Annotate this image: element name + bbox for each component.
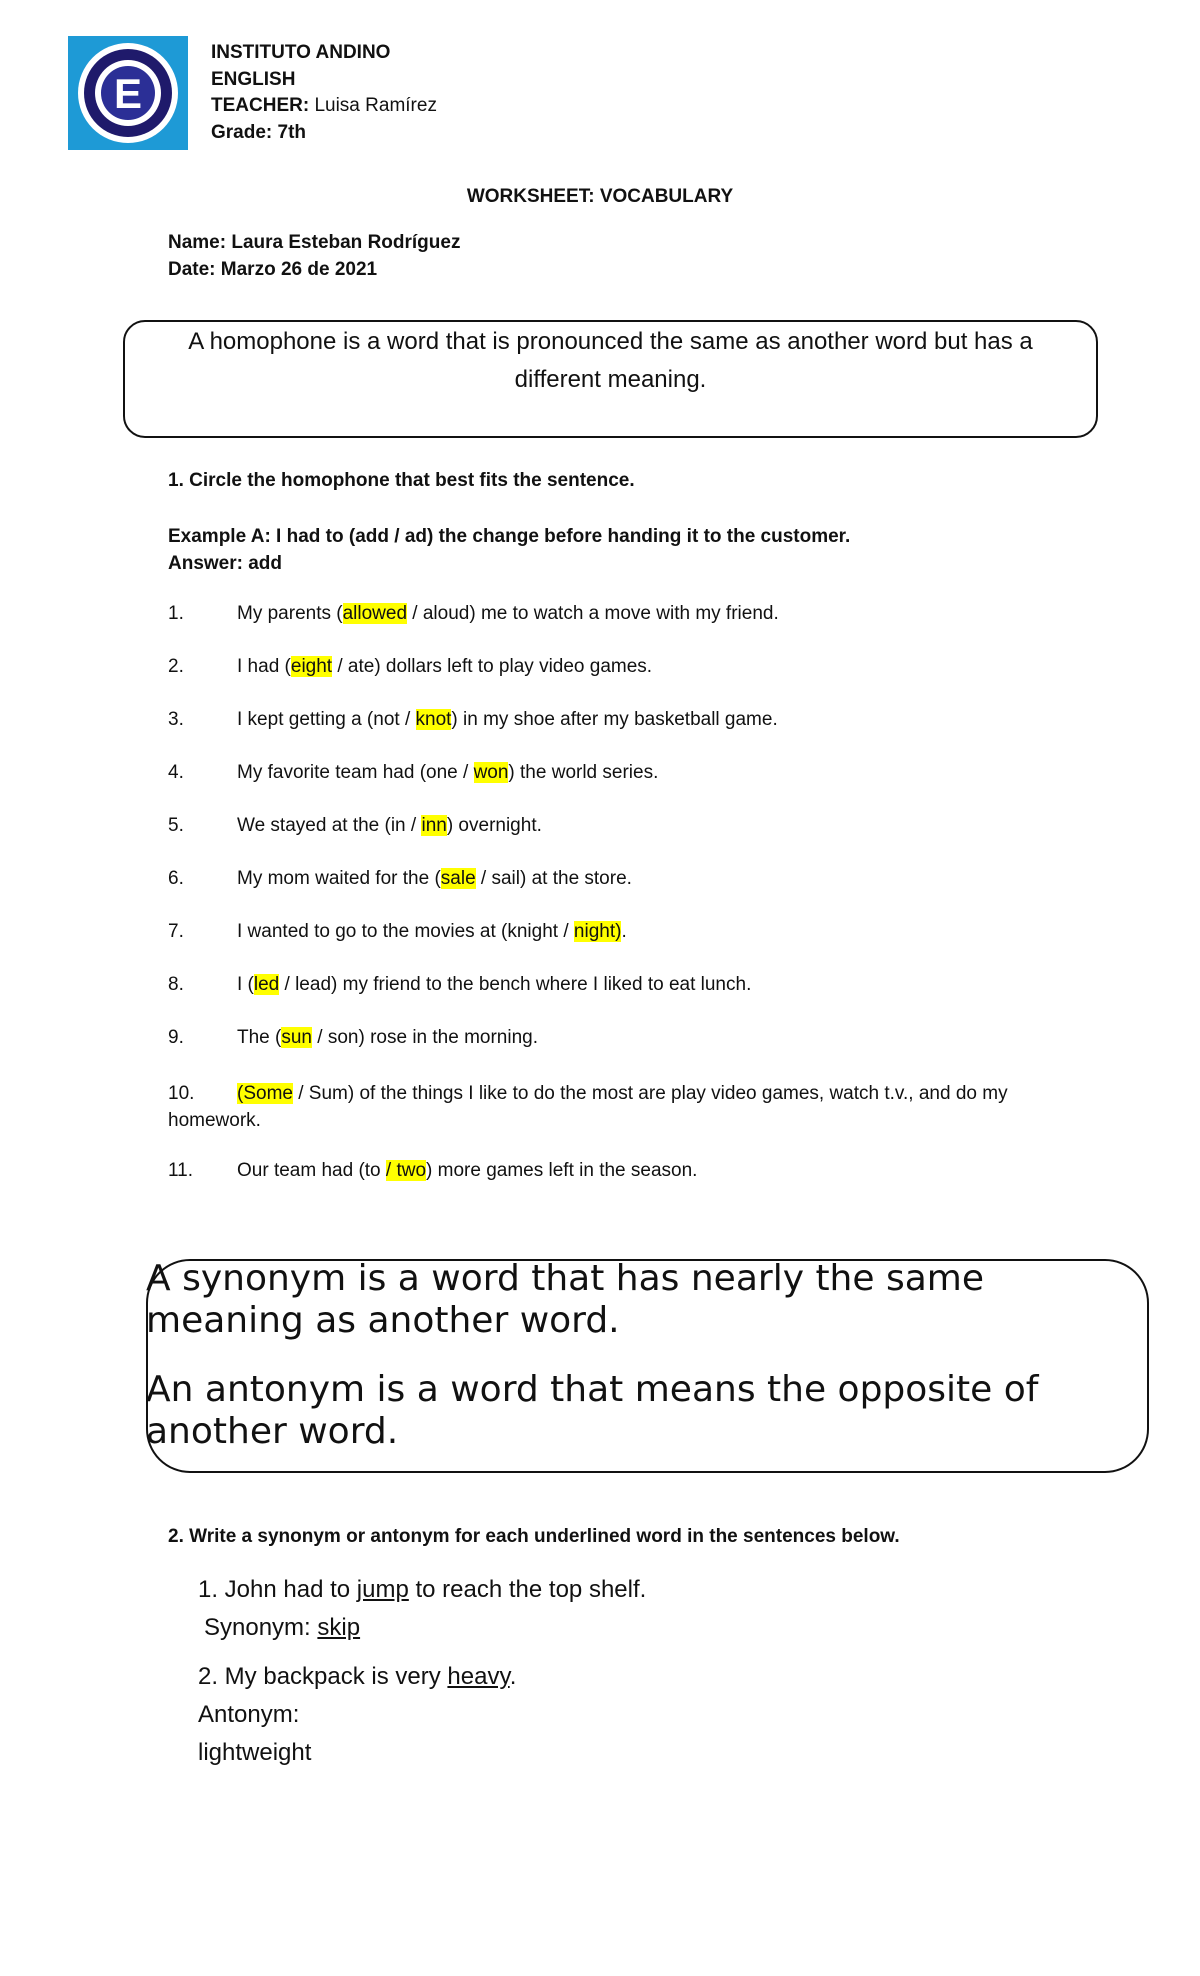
institute-logo	[68, 36, 188, 150]
list-item: 3. I kept getting a (not / knot) in my shoe after my basketball game.	[168, 709, 778, 730]
section2-instruction: 2. Write a synonym or antonym for each underlined word in the sentences below.	[168, 1526, 900, 1547]
example-answer: Answer: add	[168, 553, 283, 574]
question-2	[198, 1658, 516, 1772]
student-date: Date: Marzo 26 de 2021	[168, 259, 378, 280]
highlighted-answer: sun	[281, 1027, 312, 1048]
highlighted-answer: inn	[421, 815, 447, 836]
student-name: Name: Laura Esteban Rodríguez	[168, 232, 461, 253]
highlighted-answer: eight	[290, 656, 333, 677]
teacher-line	[211, 93, 437, 120]
worksheet-title: WORKSHEET: VOCABULARY	[466, 186, 734, 207]
section1-instruction: 1. Circle the homophone that best fits the sentence.	[168, 470, 635, 491]
list-item: 4. My favorite team had (one / won) the world series.	[168, 762, 659, 783]
logo-letter: E	[113, 70, 143, 117]
list-item: 1. My parents (allowed / aloud) me to watch a move with my friend.	[168, 603, 779, 624]
list-item: 5. We stayed at the (in / inn) overnight.	[168, 815, 542, 836]
school-header	[211, 40, 437, 146]
question-2-label: Antonym:	[198, 1701, 300, 1728]
antonym-definition: An antonym is a word that means the opposite of another word.	[146, 1369, 1039, 1452]
highlighted-answer: sale	[440, 868, 476, 889]
list-item: 2. I had (eight / ate) dollars left to play video games.	[168, 656, 653, 677]
subject-name: ENGLISH	[211, 68, 296, 90]
question-2-sentence: 2. My backpack is very heavy.	[198, 1663, 517, 1690]
synonym-antonym-definitions	[146, 1258, 1146, 1453]
grade-line: Grade: 7th	[211, 121, 307, 143]
highlighted-answer: (Some	[237, 1083, 293, 1104]
example-sentence: Example A: I had to (add / ad) the change before handing it to the customer.	[168, 526, 851, 547]
highlighted-answer: night)	[573, 921, 622, 942]
homophone-definition-box: A homophone is a word that is pronounced the same as another word but has a different meaning.	[123, 320, 1098, 438]
list-item: 6. My mom waited for the (sale / sail) at the store.	[168, 868, 632, 889]
answer-skip: skip	[317, 1614, 361, 1641]
highlighted-answer: led	[253, 974, 280, 995]
list-item: 10. (Some / Sum) of the things I like to do the most are play video games, watch t.v., and do my homework.	[168, 1083, 1008, 1131]
question-2-answer: lightweight	[198, 1739, 312, 1766]
highlighted-answer: allowed	[342, 603, 408, 624]
teacher-name: Luisa Ramírez	[314, 95, 437, 116]
list-item: 7. I wanted to go to the movies at (knight / night).	[168, 921, 627, 942]
section1-example	[168, 523, 850, 577]
question-1	[198, 1571, 646, 1647]
highlighted-answer: knot	[415, 709, 452, 730]
question-1-sentence: 1. John had to jump to reach the top shelf.	[198, 1576, 647, 1603]
underlined-word: heavy	[447, 1663, 510, 1690]
synonym-definition: A synonym is a word that has nearly the same meaning as another word.	[146, 1258, 985, 1341]
student-info	[168, 229, 460, 283]
question-1-answer: Synonym: skip	[204, 1614, 361, 1641]
teacher-label: TEACHER:	[211, 95, 310, 116]
underlined-word: jump	[356, 1576, 409, 1603]
list-item: 11. Our team had (to / two) more games left in the season.	[168, 1160, 698, 1181]
highlighted-answer: / two	[385, 1160, 427, 1181]
institute-name: INSTITUTO ANDINO	[211, 42, 391, 63]
highlighted-answer: won	[473, 762, 509, 783]
list-item: 8. I (led / lead) my friend to the bench where I liked to eat lunch.	[168, 974, 752, 995]
list-item: 9. The (sun / son) rose in the morning.	[168, 1027, 538, 1048]
